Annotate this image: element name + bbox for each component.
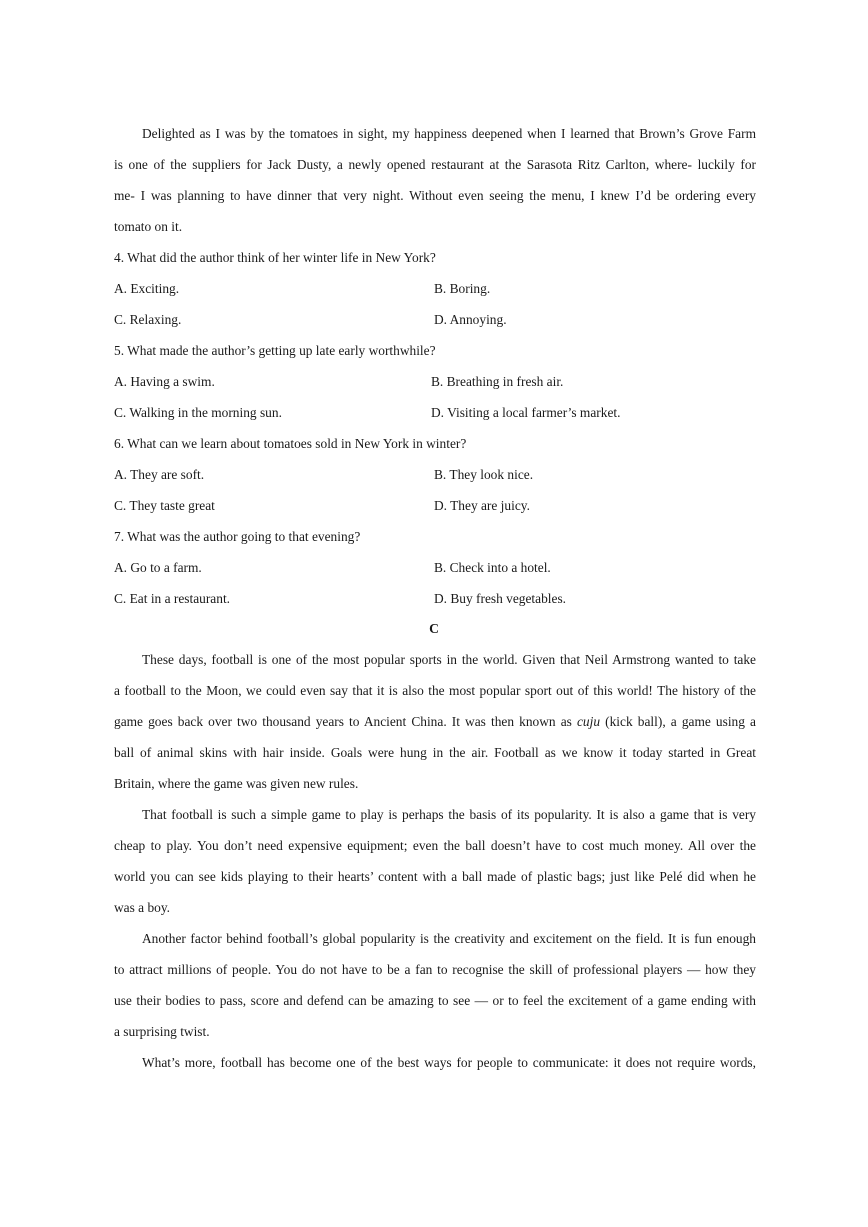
- question-6-option-a: A. They are soft.: [114, 467, 205, 482]
- passage-b-line-3: me- I was planning to have dinner that very night. Without even seeing the menu, I knew I’d be ordering every: [114, 188, 756, 203]
- question-5-option-b: B. Breathing in fresh air.: [431, 374, 564, 389]
- question-6-option-b: B. They look nice.: [434, 467, 534, 482]
- passage-b-line-4: tomato on it.: [114, 219, 183, 234]
- section-c-p1-line-1: These days, football is one of the most popular sports in the world. Given that Neil Armstrong wanted to take: [142, 652, 756, 667]
- question-7-option-a: A. Go to a farm.: [114, 560, 202, 575]
- question-6-option-d: D. They are juicy.: [434, 498, 530, 513]
- section-c-p2-line-4: was a boy.: [114, 900, 171, 915]
- section-c-p2-line-2: cheap to play. You don’t need expensive equipment; even the ball doesn’t have to cost much money. All over the: [114, 838, 756, 853]
- question-4-option-a: A. Exciting.: [114, 281, 180, 296]
- question-6-option-c: C. They taste great: [114, 498, 215, 513]
- section-c-p3-line-4: a surprising twist.: [114, 1024, 210, 1039]
- passage-b-line-2: is one of the suppliers for Jack Dusty, a newly opened restaurant at the Sarasota Ritz Carlton, where- luckily for: [114, 157, 756, 172]
- question-5-option-d: D. Visiting a local farmer’s market.: [431, 405, 621, 420]
- passage-b-line-1: Delighted as I was by the tomatoes in sight, my happiness deepened when I learned that Brown’s Grove Farm: [142, 126, 756, 141]
- question-7-stem: 7. What was the author going to that evening?: [114, 529, 361, 544]
- question-5-stem: 5. What made the author’s getting up late early worthwhile?: [114, 343, 436, 358]
- section-c-p4-line-1: What’s more, football has become one of the best ways for people to communicate: it does not require words,: [142, 1055, 756, 1070]
- section-c-p1-line-2: a football to the Moon, we could even say that it is also the most popular sport out of this world! The history of the: [114, 683, 756, 698]
- question-7-option-b: B. Check into a hotel.: [434, 560, 551, 575]
- section-c-p3-line-3: use their bodies to pass, score and defend can be amazing to see — or to feel the excitement of a game ending with: [114, 993, 756, 1008]
- question-4-option-d: D. Annoying.: [434, 312, 507, 327]
- section-c-p2-line-3: world you can see kids playing to their hearts’ content with a ball made of plastic bags; just like Pelé did when he: [114, 869, 756, 884]
- question-5-option-c: C. Walking in the morning sun.: [114, 405, 282, 420]
- question-4-stem: 4. What did the author think of her winter life in New York?: [114, 250, 436, 265]
- section-c-heading: C: [429, 621, 439, 636]
- question-5-option-a: A. Having a swim.: [114, 374, 215, 389]
- section-c-p1-line-4: ball of animal skins with hair inside. Goals were hung in the air. Football as we know it today started in Great: [114, 745, 756, 760]
- question-4-option-b: B. Boring.: [434, 281, 491, 296]
- question-7-option-d: D. Buy fresh vegetables.: [434, 591, 567, 606]
- section-c-p3-line-2: to attract millions of people. You do not have to be a fan to recognise the skill of professional players — how they: [114, 962, 756, 977]
- section-c-p1-line-3-before: game goes back over two thousand years to Ancient China. It was then known as: [114, 714, 577, 729]
- section-c-p1-line-3-after: (kick ball), a game using a: [600, 714, 756, 729]
- cuju-term: cuju: [576, 714, 601, 729]
- section-c-p2-line-1: That football is such a simple game to play is perhaps the basis of its popularity. It is also a game that is very: [142, 807, 756, 822]
- question-7-option-c: C. Eat in a restaurant.: [114, 591, 231, 606]
- section-c-p1-line-3: [114, 713, 756, 731]
- section-c-p3-line-1: Another factor behind football’s global popularity is the creativity and excitement on the field. It is fun enough: [142, 931, 756, 946]
- question-4-option-c: C. Relaxing.: [114, 312, 182, 327]
- question-6-stem: 6. What can we learn about tomatoes sold in New York in winter?: [114, 436, 467, 451]
- section-c-p1-line-5: Britain, where the game was given new rules.: [114, 776, 359, 791]
